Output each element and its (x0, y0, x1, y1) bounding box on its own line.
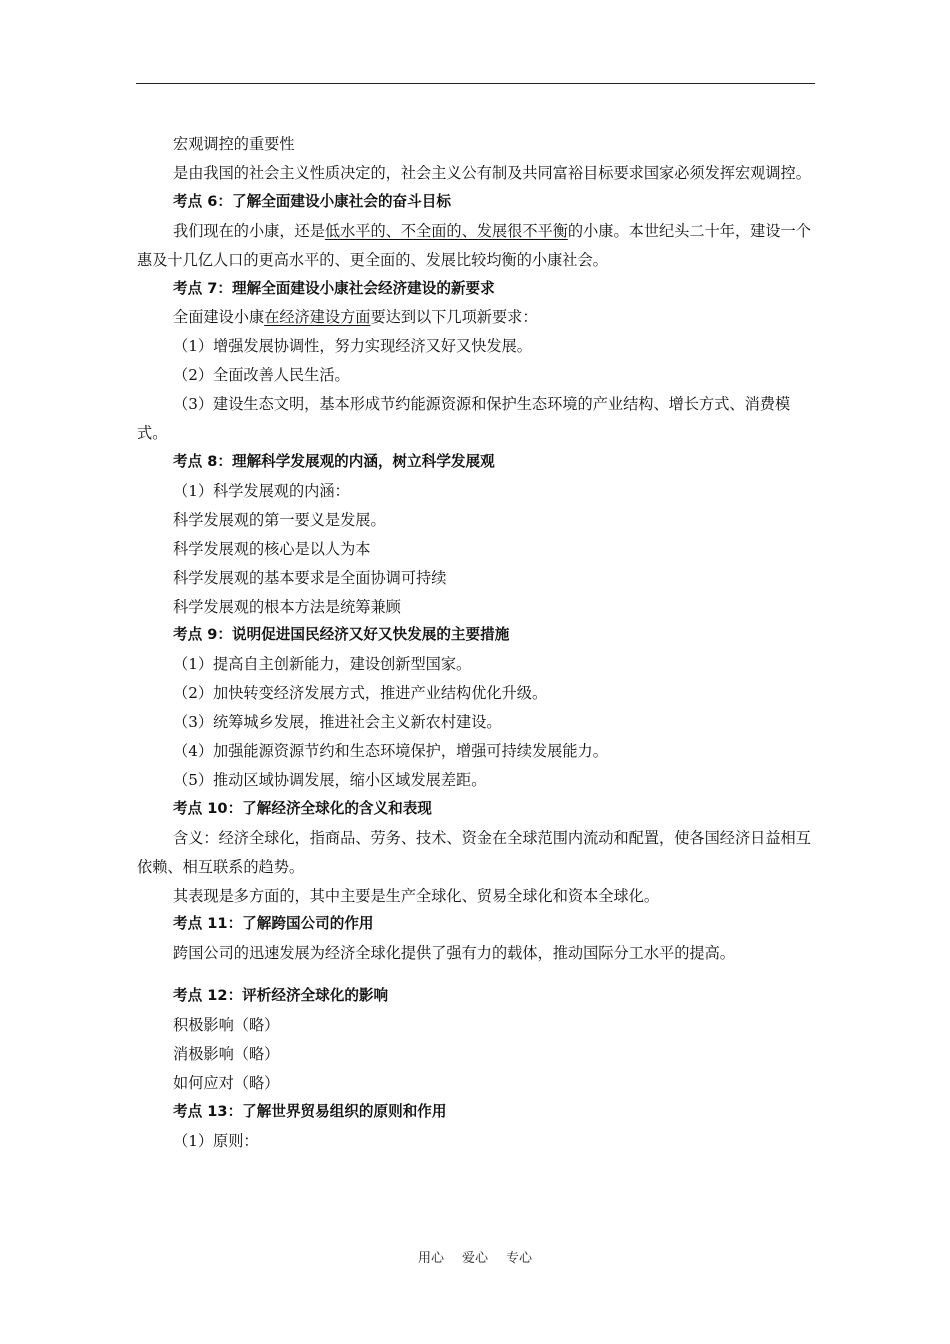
k7-lead-post: 要达到以下几项新要求： (370, 308, 538, 327)
k9-item-4: （4）加强能源资源节约和生态环境保护，增强可持续发展能力。 (173, 742, 608, 761)
k7-item-3: （3）建设生态文明，基本形成节约能源资源和保护生态环境的产业结构、增长方式、消费模式。 (137, 395, 791, 443)
k13-heading: 考点 13：了解世界贸易组织的原则和作用 (173, 1102, 447, 1120)
k12-line-1: 积极影响（略） (173, 1016, 280, 1035)
intro-title: 宏观调控的重要性 (173, 135, 295, 153)
k7-item-2: （2）全面改善人民生活。 (173, 366, 350, 385)
footer-item-3: 专心 (506, 1251, 533, 1266)
k8-line-2: 科学发展观的核心是以人为本 (173, 539, 371, 558)
k7-lead (137, 303, 815, 332)
spacer (137, 968, 815, 982)
k10-manifest: 其表现是多方面的，其中主要是生产全球化、贸易全球化和资本全球化。 (173, 886, 659, 905)
k6-heading: 考点 6：了解全面建设小康社会的奋斗目标 (173, 192, 451, 210)
k12-line-3: 如何应对（略） (173, 1074, 280, 1092)
k7-lead-underlined: 在经济建设方面 (264, 308, 371, 327)
k6-body (137, 217, 815, 275)
k13-sub: （1）原则： (173, 1131, 259, 1150)
k8-line-1: 科学发展观的第一要义是发展。 (173, 510, 386, 529)
k6-body-post: 的小康。本世纪头二十年，建设一个惠及十几亿人口的更高水平的、更全面的、发展比较均衡的小康社会。 (137, 221, 811, 269)
page-footer (0, 1247, 950, 1266)
header-rule (136, 83, 815, 84)
k8-line-4: 科学发展观的根本方法是统筹兼顾 (173, 597, 401, 616)
k11-heading: 考点 11：了解跨国公司的作用 (173, 915, 374, 933)
footer-item-1: 用心 (417, 1251, 444, 1266)
k6-body-pre: 我们现在的小康，还是 (173, 221, 325, 240)
k7-heading: 考点 7：理解全面建设小康社会经济建设的新要求 (173, 279, 495, 297)
k10-meaning: 含义：经济全球化，指商品、劳务、技术、资金在全球范围内流动和配置，使各国经济日益相互依赖、相互联系的趋势。 (137, 828, 811, 876)
k9-item-2: （2）加快转变经济发展方式，推进产业结构优化升级。 (173, 684, 548, 703)
document-body (137, 130, 815, 1156)
k8-heading: 考点 8：理解科学发展观的内涵，树立科学发展观 (173, 452, 495, 470)
k7-item-1: （1）增强发展协调性，努力实现经济又好又快发展。 (173, 337, 532, 356)
k10-heading: 考点 10：了解经济全球化的含义和表现 (173, 799, 432, 817)
footer-item-2: 爱心 (461, 1251, 488, 1266)
k7-lead-pre: 全面建设小康 (173, 308, 265, 327)
k8-sub: （1）科学发展观的内涵： (173, 481, 350, 500)
k12-heading: 考点 12：评析经济全球化的影响 (173, 987, 389, 1005)
k8-line-3: 科学发展观的基本要求是全面协调可持续 (173, 568, 447, 587)
k9-heading: 考点 9：说明促进国民经济又好又快发展的主要措施 (173, 626, 510, 644)
k9-item-3: （3）统筹城乡发展，推进社会主义新农村建设。 (173, 713, 502, 732)
k12-line-2: 消极影响（略） (173, 1045, 280, 1064)
k6-body-underlined: 低水平的、不全面的、发展很不平衡 (324, 221, 568, 240)
k11-body: 跨国公司的迅速发展为经济全球化提供了强有力的载体，推动国际分工水平的提高。 (173, 944, 735, 963)
intro-body: 是由我国的社会主义性质决定的，社会主义公有制及共同富裕目标要求国家必须发挥宏观调控。 (173, 163, 811, 182)
k9-item-1: （1）提高自主创新能力，建设创新型国家。 (173, 655, 472, 674)
k9-item-5: （5）推动区域协调发展，缩小区域发展差距。 (173, 770, 487, 789)
